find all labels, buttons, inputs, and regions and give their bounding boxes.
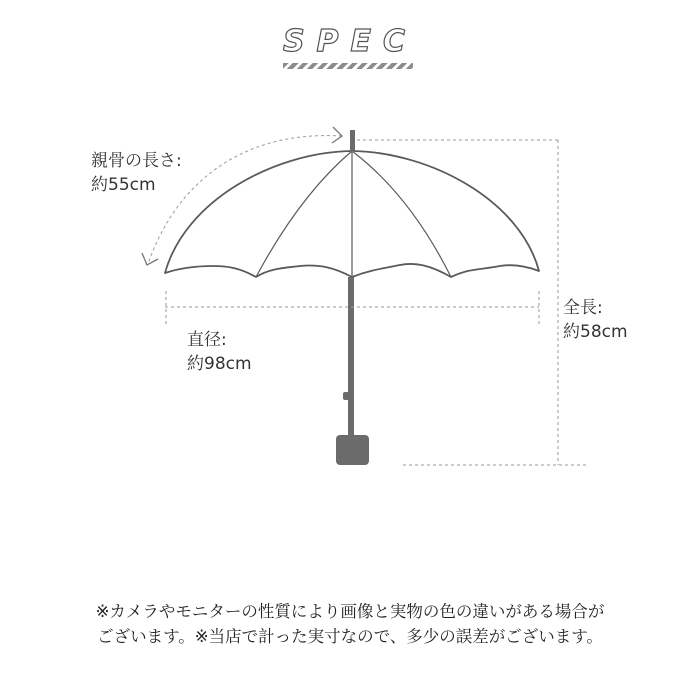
diameter-name: 直径:: [187, 330, 227, 350]
rib-length-label: [91, 149, 182, 197]
umbrella-tip: [350, 130, 355, 152]
rib-length-value: 約55cm: [91, 175, 156, 195]
diameter-value: 約98cm: [187, 354, 252, 374]
total-length-name: 全長:: [563, 298, 603, 318]
umbrella-slider-button: [343, 392, 349, 400]
color-disclaimer: [0, 599, 700, 649]
arrow-right-icon: [332, 127, 342, 143]
umbrella-shaft: [348, 277, 354, 439]
rib-length-name: 親骨の長さ:: [91, 151, 182, 171]
disclaimer-line-2: ございます。※当店で計った実寸なので、多少の誤差がございます。: [97, 627, 603, 646]
diameter-label: [187, 328, 252, 376]
umbrella-handle: [336, 435, 369, 465]
total-length-value: 約58cm: [563, 322, 628, 342]
total-length-label: [563, 296, 628, 344]
spec-title: SPEC: [282, 24, 418, 59]
disclaimer-line-1: ※カメラやモニターの性質により画像と実物の色の違いがある場合が: [95, 602, 605, 621]
